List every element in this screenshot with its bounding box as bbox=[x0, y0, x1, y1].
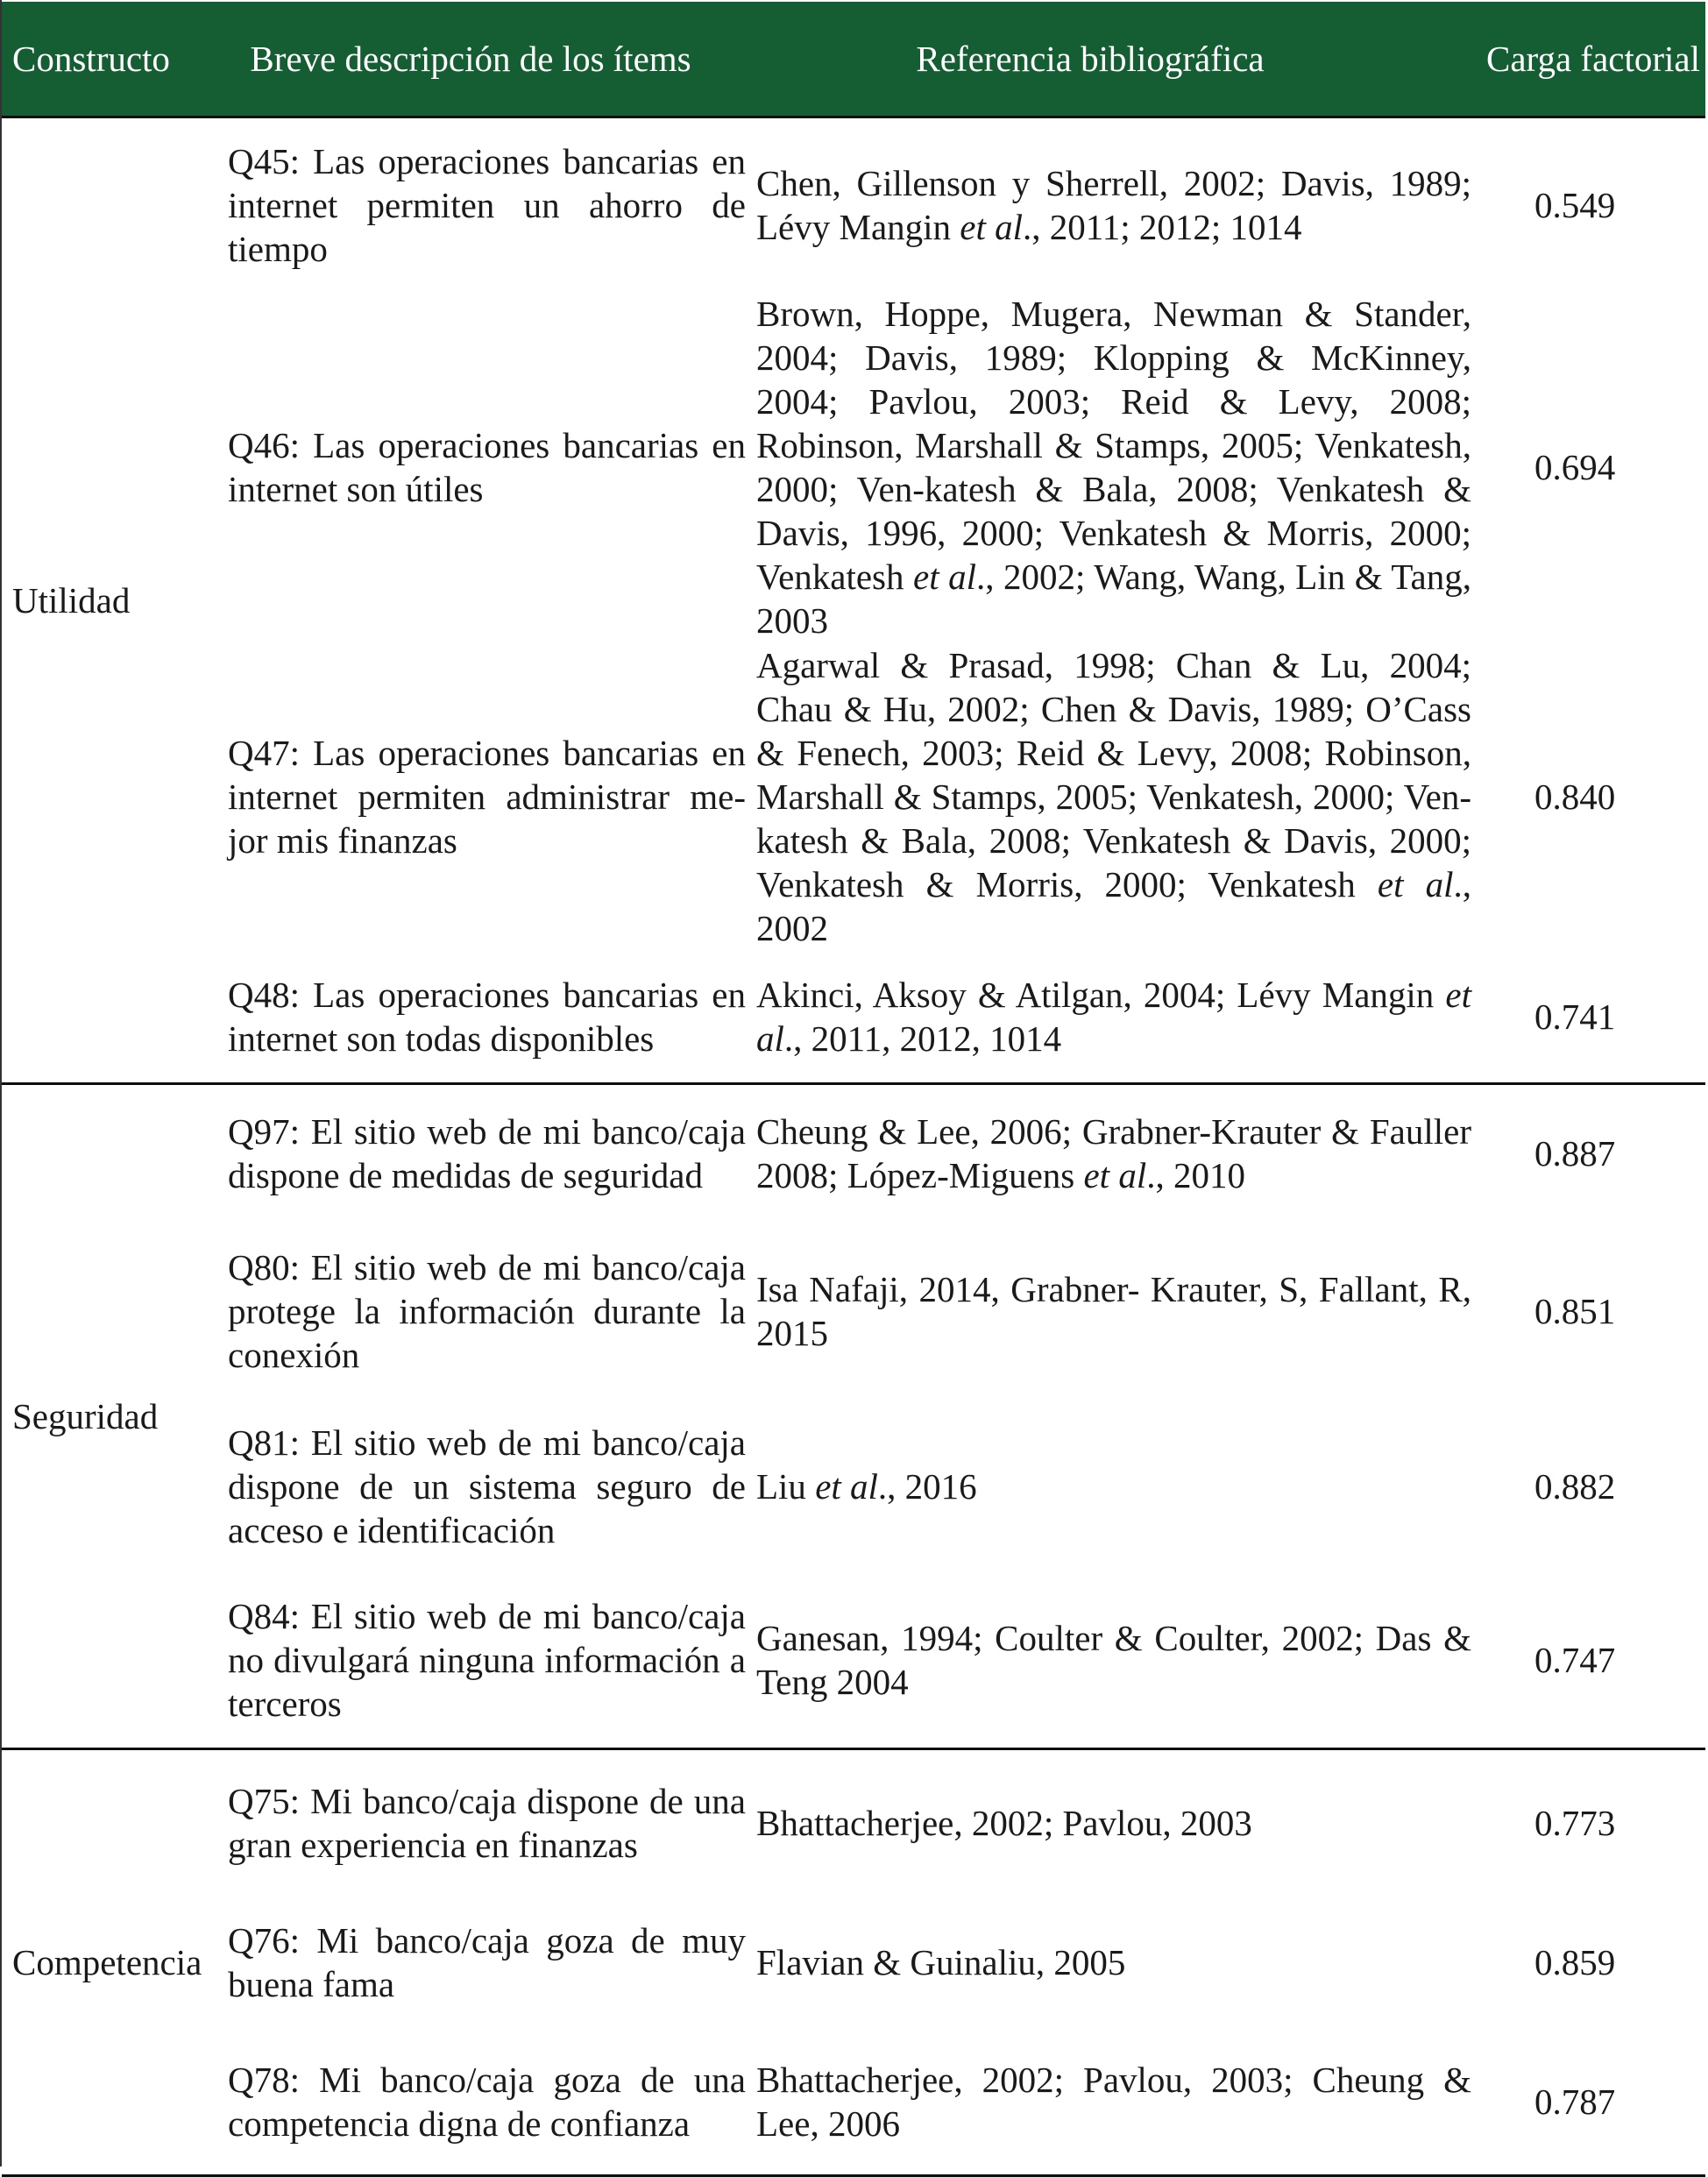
item-description: Q97: El sitio web de mi banco/caja dispone de medidas de seguridad bbox=[228, 1111, 746, 1195]
factor-loading: 0.694 bbox=[1534, 447, 1616, 487]
item-description: Q78: Mi banco/caja goza de una competencia digna de confianza bbox=[225, 2029, 751, 2176]
item-description: Q81: El sitio web de mi banco/caja dispone de un sistema seguro de acceso e identificación bbox=[228, 1422, 746, 1550]
factor-loading-table bbox=[2, 2, 1705, 2177]
factor-loading: 0.549 bbox=[1534, 185, 1616, 225]
item-description: Q80: El sitio web de mi banco/caja protege la información durante la conexión bbox=[228, 1247, 746, 1375]
table-row bbox=[2, 1896, 1705, 2029]
item-reference: Brown, Hoppe, Mugera, Newman & Stander, 2004; Davis, 1989; Klopping & McKinney, 2004; Pavlou, 2003; Reid & Levy, 2008; Robinson, Marshall & Stamps, 2005; Venkatesh, 2000; Ven-katesh & Bala, 2008; Venkatesh & Davis, 1996, 2000; Venkatesh & Morris, 2000; Venkatesh et al., 2002; Wang, Wang, Lin & Tang, 2003 bbox=[756, 294, 1471, 641]
construct-competencia: Competencia bbox=[2, 1749, 225, 2176]
factor-loading: 0.882 bbox=[1534, 1466, 1616, 1507]
table-row bbox=[2, 1222, 1705, 1401]
item-description: Q84: El sitio web de mi banco/caja no divulgará ninguna información a terceros bbox=[225, 1572, 751, 1749]
header-description: Breve descripción de los ítems bbox=[225, 2, 751, 117]
table-row bbox=[2, 1401, 1705, 1572]
table-row bbox=[2, 642, 1705, 951]
construct-seguridad: Seguridad bbox=[2, 1084, 225, 1749]
table-header-row bbox=[2, 2, 1705, 117]
factor-loading: 0.851 bbox=[1534, 1291, 1616, 1331]
item-reference: Akinci, Aksoy & Atilgan, 2004; Lévy Mangin et al., 2011, 2012, 1014 bbox=[751, 951, 1473, 1084]
construct-utilidad: Utilidad bbox=[2, 117, 225, 1084]
item-description: Q45: Las operaciones bancarias en internet permiten un ahorro de tiempo bbox=[228, 141, 746, 269]
factor-loading: 0.773 bbox=[1534, 1803, 1616, 1843]
table-row bbox=[2, 1084, 1705, 1223]
table-row bbox=[2, 951, 1705, 1084]
header-loading: Carga factorial bbox=[1473, 2, 1705, 117]
header-construct: Constructo bbox=[2, 2, 225, 117]
header-reference: Referencia bibliográfica bbox=[751, 2, 1473, 117]
item-reference: Bhattacherjee, 2002; Pavlou, 2003 bbox=[756, 1803, 1252, 1843]
item-reference: Isa Nafaji, 2014, Grabner- Krauter, S, Fallant, R, 2015 bbox=[756, 1269, 1471, 1353]
table-row bbox=[2, 2029, 1705, 2176]
table-row bbox=[2, 292, 1705, 642]
factor-loading: 0.887 bbox=[1534, 1133, 1616, 1174]
item-description: Q47: Las operaciones bancarias en internet permiten administrar me-jor mis finanzas bbox=[228, 733, 746, 861]
factor-loading: 0.787 bbox=[1473, 2029, 1705, 2176]
factor-loading: 0.840 bbox=[1534, 776, 1616, 817]
item-description: Q75: Mi banco/caja dispone de una gran experiencia en finanzas bbox=[228, 1781, 746, 1865]
factor-loading: 0.859 bbox=[1534, 1942, 1616, 1982]
item-description: Q48: Las operaciones bancarias en internet son todas disponibles bbox=[225, 951, 751, 1084]
item-reference: Agarwal & Prasad, 1998; Chan & Lu, 2004; Chau & Hu, 2002; Chen & Davis, 1989; O’Cass & Fenech, 2003; Reid & Levy, 2008; Robinson, Marshall & Stamps, 2005; Venkatesh, 2000; Ven-katesh & Bala, 2008; Venkatesh & Davis, 2000; Venkatesh & Morris, 2000; Venkatesh et al., 2002 bbox=[756, 645, 1471, 948]
item-reference: Liu et al., 2016 bbox=[756, 1466, 977, 1507]
item-reference: Flavian & Guinaliu, 2005 bbox=[756, 1942, 1126, 1982]
table-row bbox=[2, 117, 1705, 293]
item-description: Q46: Las operaciones bancarias en internet son útiles bbox=[228, 425, 746, 509]
factor-loading: 0.741 bbox=[1473, 951, 1705, 1084]
item-description: Q76: Mi banco/caja goza de muy buena fama bbox=[228, 1920, 746, 2004]
item-reference: Chen, Gillenson y Sherrell, 2002; Davis, 1989; Lévy Mangin et al., 2011; 2012; 1014 bbox=[756, 163, 1471, 247]
table-row bbox=[2, 1749, 1705, 1897]
factor-loading: 0.747 bbox=[1473, 1572, 1705, 1749]
item-reference: Cheung & Lee, 2006; Grabner-Krauter & Fauller 2008; López-Miguens et al., 2010 bbox=[756, 1111, 1471, 1195]
item-reference: Ganesan, 1994; Coulter & Coulter, 2002; Das & Teng 2004 bbox=[751, 1572, 1473, 1749]
item-reference: Bhattacherjee, 2002; Pavlou, 2003; Cheung & Lee, 2006 bbox=[751, 2029, 1473, 2176]
table-row bbox=[2, 1572, 1705, 1749]
